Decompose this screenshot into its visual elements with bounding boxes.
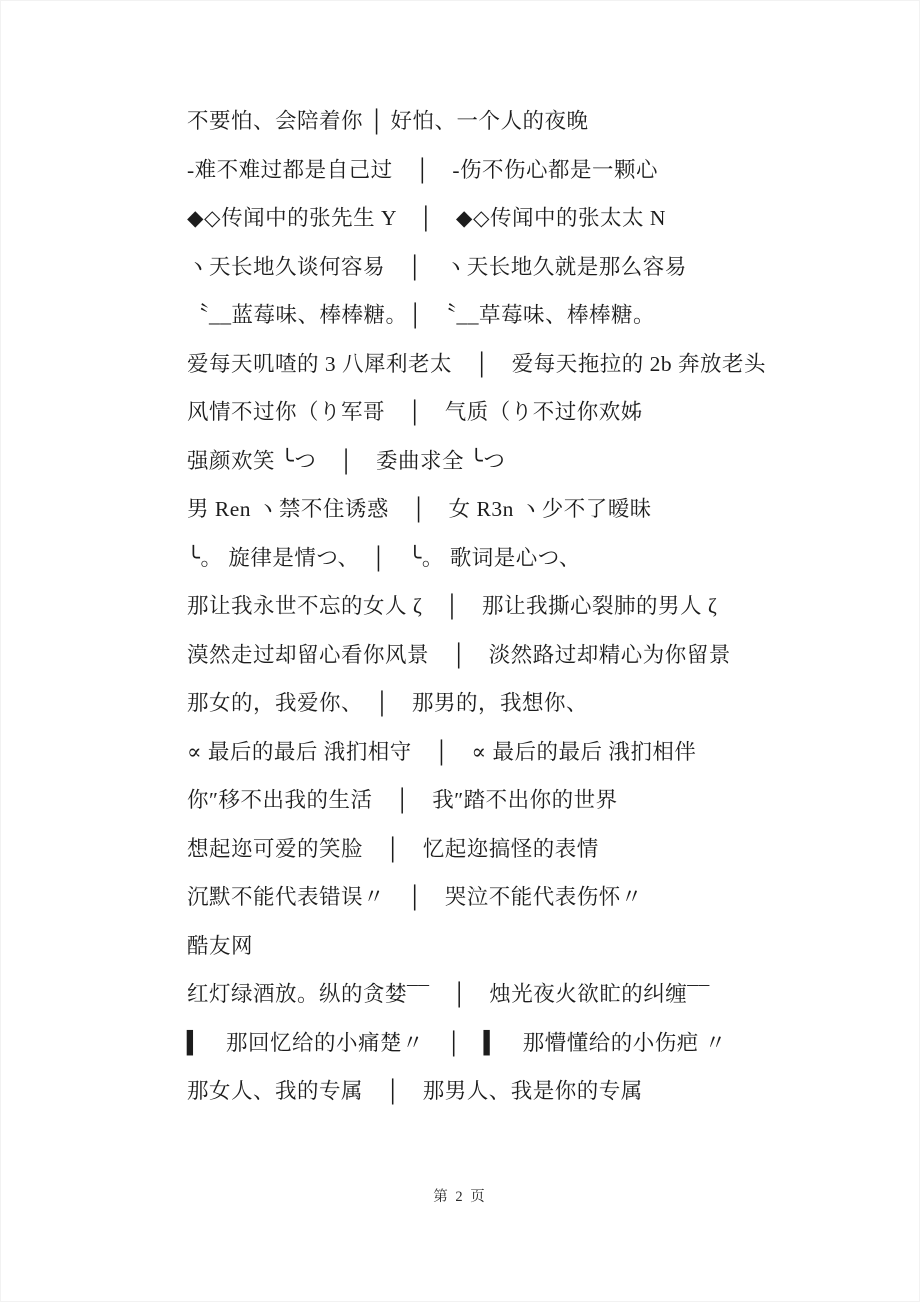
nickname-line: -难不难过都是自己过 │ -伤不伤心都是一颗心 xyxy=(187,157,659,182)
nickname-line: 红灯绿酒放。纵的贪婪¯¯ │ 烛光夜火欲盳的纠缠¯¯ xyxy=(187,982,710,1006)
nickname-line: 风情不过你（り军哥 │ 气质（り不过你欢姊 xyxy=(187,400,643,424)
nickname-line: 男 Ren ヽ禁不住诱惑 │ 女 R3n ヽ少不了暧昧 xyxy=(187,497,652,521)
nickname-line: 你″移不出我的生活 │ 我″踏不出你的世界 xyxy=(187,788,618,812)
nickname-line: ヽ天长地久谈何容易 │ ヽ天长地久就是那么容易 xyxy=(187,254,687,279)
page-number: 第 2 页 xyxy=(433,1189,487,1205)
nickname-line: ∝ 最后的最后 涐扪相守 │ ∝ 最后的最后 涐扪相伴 xyxy=(187,739,697,764)
nickname-line: 漠然走过却留心看你风景 │ 淡然路过却精心为你留景 xyxy=(187,642,731,667)
nickname-line: 爱每天叽喳的 3 八犀利老太 │ 爱每天拖拉的 2b 奔放老头 xyxy=(187,351,766,376)
nickname-line: ╰。 旋律是情つ、 │ ╰。 歌词是心つ、 xyxy=(187,545,581,570)
nickname-line: 想起迩可爱的笑脸 │ 忆起迩搞怪的表情 xyxy=(187,836,599,861)
nickname-line: 沉默不能代表错误〃 │ 哭泣不能代表伤怀〃 xyxy=(187,885,643,909)
nickname-list xyxy=(116,97,807,1116)
nickname-line: 那让我永世不忘的女人 ζ │ 那让我撕心裂肺的男人 ζ xyxy=(187,594,718,618)
nickname-line: 〝__蓝莓味、棒棒糖。│ 〝__草莓味、棒棒糖。 xyxy=(187,303,655,327)
nickname-line: ◆◇传闻中的张先生 Y │ ◆◇传闻中的张太太 N xyxy=(187,206,666,230)
nickname-line: 那女的，我爱你、 │ 那男的，我想你、 xyxy=(187,691,588,715)
nickname-line: 那女人、我的专属 │ 那男人、我是你的专属 xyxy=(187,1079,643,1103)
nickname-line: 酷友网 xyxy=(187,933,254,958)
nickname-line: 强颜欢笑 ╰つ │ 委曲求全 ╰つ xyxy=(187,448,506,473)
nickname-line: 不要怕、会陪着你 │ 好怕、一个人的夜晚 xyxy=(187,109,589,133)
nickname-line: ▍ 那回忆给的小痛楚〃 │ ▍ 那懵懂给的小伤疤 〃 xyxy=(187,1030,727,1055)
